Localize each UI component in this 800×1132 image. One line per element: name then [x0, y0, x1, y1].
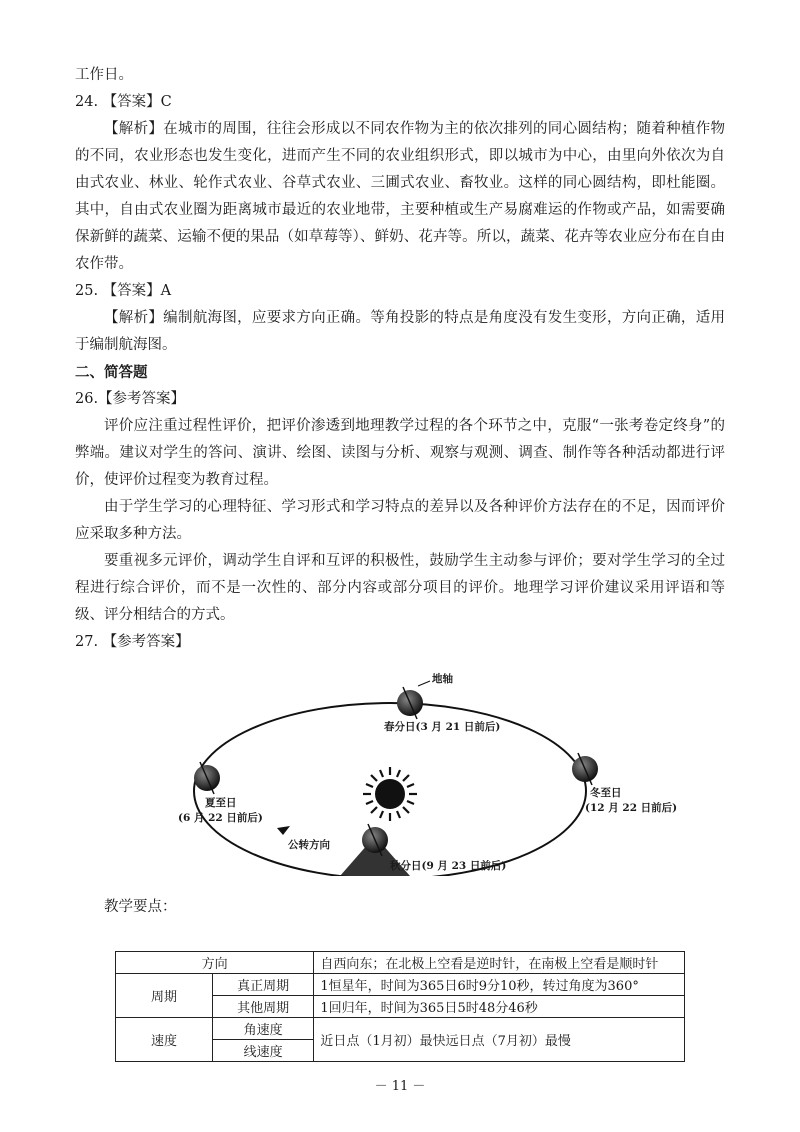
period-header: 周期: [116, 974, 213, 1018]
direction-header: 方向: [116, 952, 314, 974]
orbit-svg: [120, 666, 695, 876]
q26-paragraph: 由于学生学习的心理特征、学习形式和学习特点的差异以及各种评价方法存在的不足，因而评价应采取多种方法。: [75, 499, 725, 542]
table-row: [116, 974, 685, 996]
direction-arrow-icon: [277, 826, 290, 835]
q26-paragraph: 评价应注重过程性评价，把评价渗透到地理教学过程的各个环节之中，克服“一张考卷定终身”的弊端。建议对学生的答问、演讲、绘图、读图与分析、观察与观测、调查、制作等各种活动都进行评价，使评价过程变为教育过程。: [75, 418, 725, 488]
table-row: [116, 1018, 685, 1040]
earth-orbit-diagram: [120, 666, 695, 876]
q25-answer: 25. 【答案】A: [75, 283, 172, 299]
other-period-label: 其他周期: [213, 996, 314, 1018]
continuation-text: 工作日。: [75, 67, 133, 83]
table-row: [116, 952, 685, 974]
q25-explanation: 【解析】编制航海图，应要求方向正确。等角投影的特点是角度没有发生变形，方向正确，适用于编制航海图。: [75, 310, 725, 353]
linear-speed-label: 线速度: [213, 1040, 314, 1062]
q24-answer: 24. 【答案】C: [75, 94, 172, 110]
q24-explanation: 【解析】在城市的周围，往往会形成以不同农作物为主的依次排列的同心圆结构；随着种植作物的不同，农业形态也发生变化，进而产生不同的农业组织形式，即以城市为中心，由里向外依次为自由式农业、林业、轮作式农业、谷草式农业、三圃式农业、畜牧业。这样的同心圆结构，即杜能圈。其中，自由式农业圈为距离城市最近的农业地带，主要种植或生产易腐难运的作物或产品，如需要确保新鲜的蔬菜、运输不便的果品（如草莓等）、鲜奶、花卉等。所以，蔬菜、花卉等农业应分布在自由农作带。: [75, 121, 725, 272]
axis-label: 地轴: [432, 673, 453, 685]
q27-answer: 27. 【参考答案】: [75, 634, 190, 650]
teaching-points: 教学要点：: [104, 899, 177, 915]
true-period-value: 1恒星年，时间为365日6时9分10秒，转过角度为360°: [314, 974, 685, 996]
q26-answer: 26.【参考答案】: [75, 391, 186, 407]
direction-value: 自西向东；在北极上空看是逆时针，在南极上空看是顺时针: [314, 952, 685, 974]
speed-header: 速度: [116, 1018, 213, 1062]
winter-solstice-label: 冬至日: [590, 787, 622, 799]
rotation-table: [115, 951, 685, 1062]
summer-solstice-label: 夏至日: [205, 797, 237, 809]
winter-solstice-date: (12 月 22 日前后): [585, 802, 678, 814]
page-body: [75, 62, 725, 1062]
direction-label: 公转方向: [288, 839, 330, 851]
other-period-value: 1回归年，时间为365日5时48分46秒: [314, 996, 685, 1018]
earth-summer-icon: [194, 762, 220, 794]
angular-speed-label: 角速度: [213, 1018, 314, 1040]
q26-paragraph: 要重视多元评价，调动学生自评和互评的积极性，鼓励学生主动参与评价；要对学生学习的全过程进行综合评价，而不是一次性的、部分内容或部分项目的评价。地理学习评价建议采用评语和等级、评分相结合的方式。: [75, 553, 725, 623]
earth-spring-icon: [397, 687, 423, 719]
section-heading: 二、简答题: [75, 364, 148, 381]
summer-solstice-date: (6 月 22 日前后): [178, 812, 263, 824]
true-period-label: 真正周期: [213, 974, 314, 996]
autumn-equinox-label: 秋分日(9 月 23 日前后): [390, 860, 507, 872]
axis-pointer: [418, 681, 430, 686]
sun-icon: [363, 767, 417, 821]
page-number: － 11 －: [374, 1079, 426, 1094]
speed-value: 近日点（1月初）最快远日点（7月初）最慢: [314, 1018, 685, 1062]
earth-winter-icon: [572, 753, 598, 785]
spring-equinox-label: 春分日(3 月 21 日前后): [384, 721, 501, 733]
